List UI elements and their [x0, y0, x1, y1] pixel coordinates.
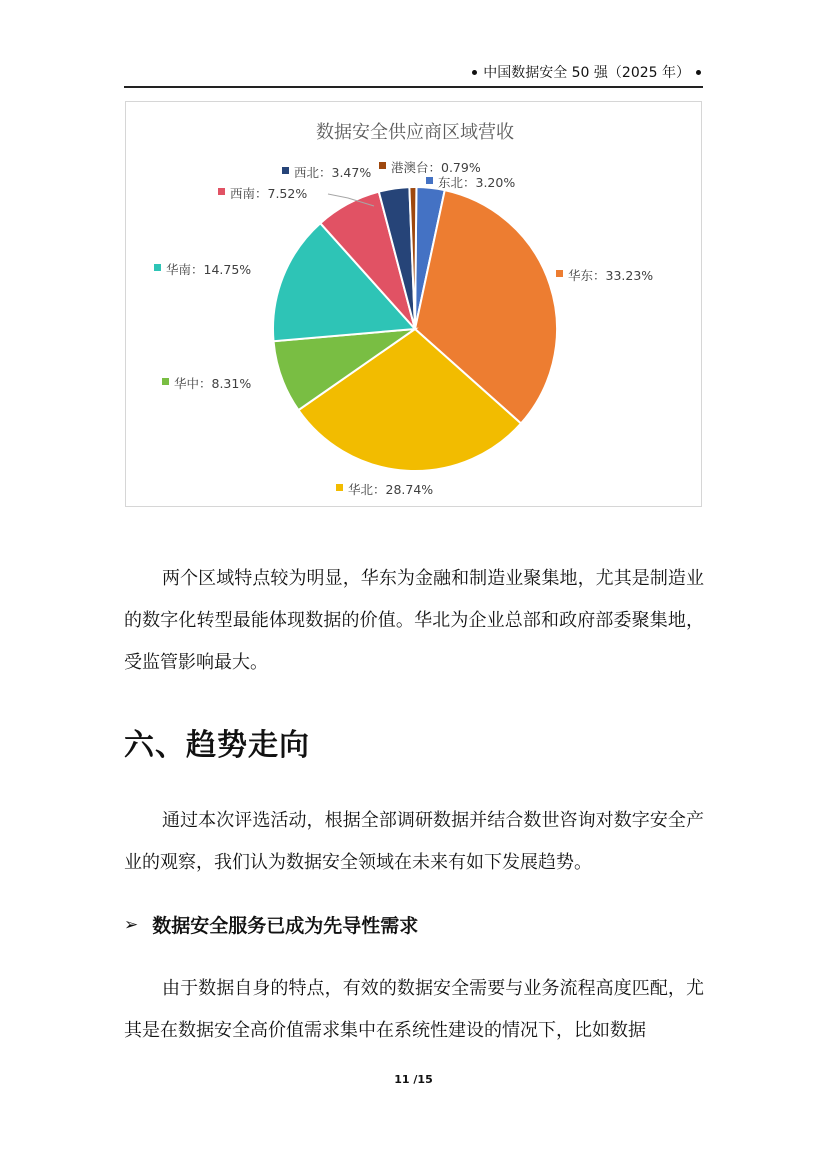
arrow-bullet-icon: ➢ [124, 914, 139, 935]
section-heading-trends: 六、趋势走向 [124, 728, 310, 763]
legend-swatch-8 [379, 162, 386, 169]
paragraph-trends-intro: 通过本次评选活动，根据全部调研数据并结合数世咨询对数字安全产业的观察，我们认为数据安全领域在未来有如下发展趋势。 [124, 810, 704, 873]
subheading-service-demand [124, 911, 418, 938]
data-label-6: 西南：7.52% [230, 186, 308, 201]
data-label-3: 华北：28.74% [348, 482, 434, 497]
data-label-5: 华南：14.75% [166, 262, 252, 277]
legend-swatch-2 [556, 270, 563, 277]
data-label-4: 华中：8.31% [174, 376, 252, 391]
header-divider [124, 86, 703, 88]
bullet-dot-icon [472, 70, 477, 75]
legend-swatch-6 [218, 188, 225, 195]
legend-swatch-1 [426, 177, 433, 184]
legend-swatch-5 [154, 264, 161, 271]
legend-swatch-3 [336, 484, 343, 491]
paragraph-service-demand: 由于数据自身的特点，有效的数据安全需要与业务流程高度匹配，尤其是在数据安全高价值需求集中在系统性建设的情况下，比如数据 [124, 978, 704, 1041]
page-number: 11 /15 [394, 1073, 433, 1086]
legend-swatch-4 [162, 378, 169, 385]
data-label-7: 西北：3.47% [294, 165, 372, 180]
bullet-dot-icon [696, 70, 701, 75]
pie-chart [126, 102, 703, 508]
header-title: 中国数据安全 50 强（2025 年） [483, 65, 690, 81]
paragraph-regional-analysis: 两个区域特点较为明显，华东为金融和制造业聚集地，尤其是制造业的数字化转型最能体现数据的价值。华北为企业总部和政府部委聚集地，受监管影响最大。 [124, 568, 704, 673]
chart-title: 数据安全供应商区域营收 [316, 122, 514, 143]
legend-swatch-7 [282, 167, 289, 174]
pie-chart-frame [125, 101, 702, 507]
data-label-8: 港澳台：0.79% [391, 160, 481, 175]
page-header [472, 62, 701, 82]
data-label-2: 华东：33.23% [568, 268, 654, 283]
subheading-text: 数据安全服务已成为先导性需求 [152, 915, 419, 937]
data-label-1: 东北：3.20% [438, 175, 516, 190]
